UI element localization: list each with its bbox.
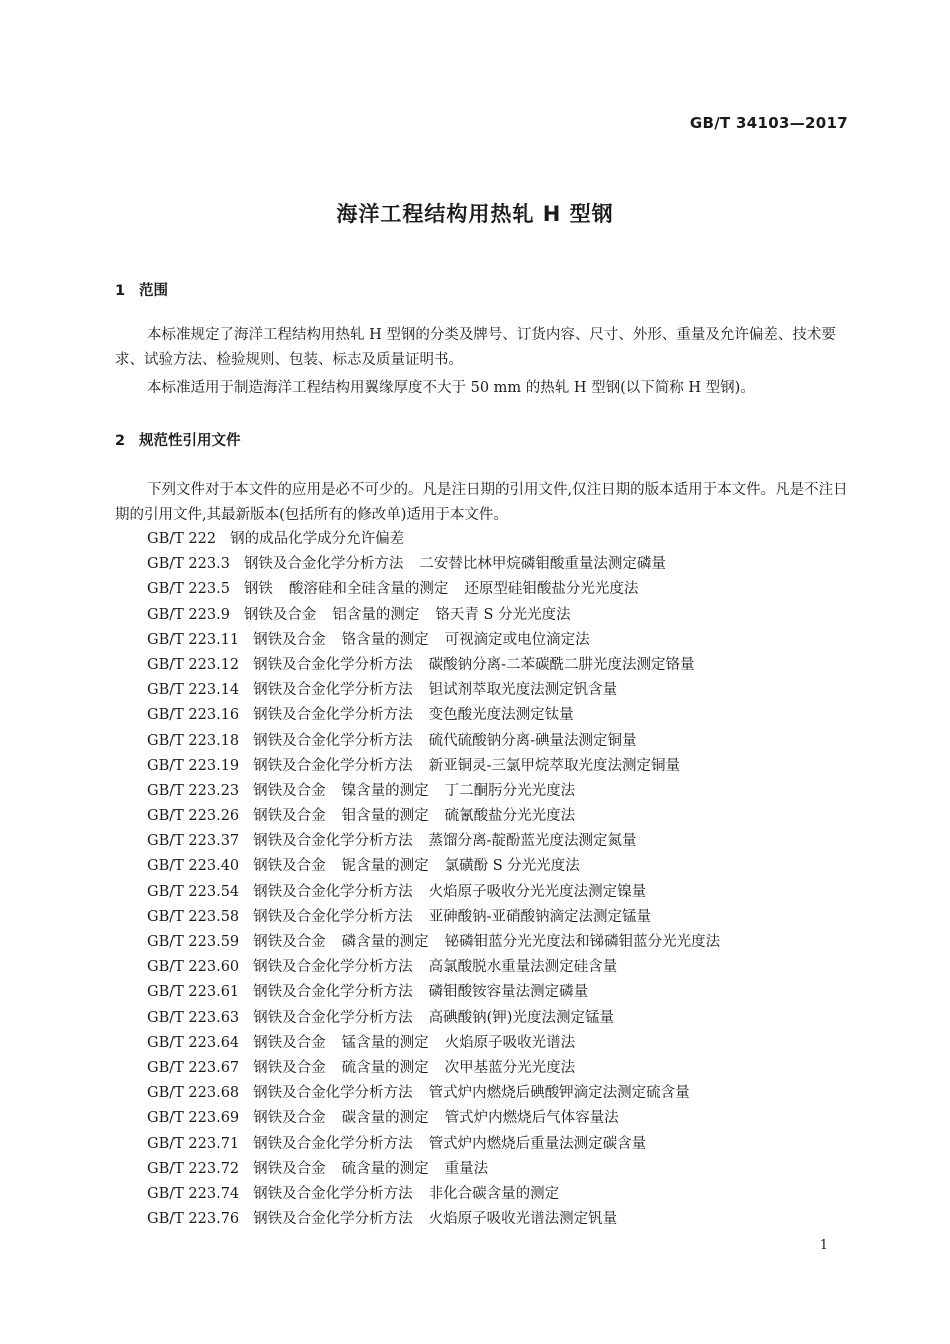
reference-code: GB/T 223.58: [147, 908, 240, 925]
reference-title-part: 火焰原子吸收分光光度法测定镍量: [428, 883, 647, 900]
reference-title-part: 钢的成品化学成分允许偏差: [230, 531, 405, 547]
reference-title-part: 钢铁及合金化学分析方法: [253, 1009, 413, 1026]
reference-item: [147, 779, 720, 804]
reference-title-part: 火焰原子吸收光谱法: [444, 1034, 576, 1051]
reference-item: [147, 729, 720, 754]
reference-title-part: 硫代硫酸钠分离-碘量法测定铜量: [428, 732, 637, 749]
reference-list: [147, 527, 720, 1232]
reference-code: GB/T 223.11: [147, 631, 240, 648]
reference-item: [147, 527, 720, 552]
reference-title-part: 钢铁及合金: [253, 934, 326, 950]
reference-title-part: 硫含量的测定: [341, 1059, 429, 1076]
reference-title-part: 碳含量的测定: [341, 1110, 429, 1127]
reference-code: GB/T 223.64: [147, 1034, 240, 1051]
reference-title-part: 丁二酮肟分光光度法: [444, 782, 576, 799]
reference-title-part: 铋磷钼蓝分光光度法和锑磷钼蓝分光光度法: [444, 934, 721, 950]
reference-title-part: 钢铁及合金化学分析方法: [253, 883, 413, 900]
section-heading-scope: [115, 279, 168, 300]
reference-code: GB/T 223.72: [147, 1160, 240, 1177]
reference-code: GB/T 223.71: [147, 1135, 240, 1152]
reference-code: GB/T 223.76: [147, 1211, 240, 1228]
reference-item: [147, 678, 720, 703]
reference-item: [147, 1056, 720, 1081]
reference-title-part: 钢铁及合金化学分析方法: [253, 732, 413, 749]
reference-title-part: 钢铁及合金化学分析方法: [253, 833, 413, 850]
reference-item: [147, 880, 720, 905]
reference-title-part: 钢铁及合金: [253, 1034, 326, 1051]
reference-item: [147, 930, 720, 955]
reference-title-part: 火焰原子吸收光谱法测定钒量: [428, 1211, 618, 1228]
reference-title-part: 钢铁: [243, 581, 273, 598]
reference-title-part: 钢铁及合金化学分析方法: [253, 707, 413, 724]
reference-code: GB/T 223.63: [147, 1009, 240, 1026]
section-title: 范围: [139, 283, 168, 299]
reference-item: [147, 653, 720, 678]
reference-title-part: 钢铁及合金: [243, 606, 317, 623]
reference-title-part: 酸溶硅和全硅含量的测定: [288, 581, 449, 598]
reference-title-part: 管式炉内燃烧后气体容量法: [444, 1110, 619, 1127]
reference-title-part: 钢铁及合金化学分析方法: [253, 1085, 413, 1102]
reference-title-part: 管式炉内燃烧后重量法测定碳含量: [428, 1135, 647, 1152]
reference-code: GB/T 223.61: [147, 984, 240, 1001]
reference-title-part: 亚砷酸钠-亚硝酸钠滴定法测定锰量: [428, 908, 652, 925]
reference-title-part: 可视滴定或电位滴定法: [444, 631, 590, 648]
reference-title-part: 铝含量的测定: [332, 606, 420, 623]
reference-title-part: 镍含量的测定: [341, 782, 429, 799]
reference-title-part: 钢铁及合金化学分析方法: [253, 1185, 413, 1202]
reference-title-part: 铬天青 S 分光光度法: [435, 606, 571, 623]
reference-item: [147, 703, 720, 728]
reference-title-part: 次甲基蓝分光光度法: [444, 1059, 576, 1076]
reference-title-part: 管式炉内燃烧后碘酸钾滴定法测定硫含量: [428, 1085, 690, 1102]
reference-item: [147, 804, 720, 829]
reference-item: [147, 1106, 720, 1131]
reference-title-part: 新亚铜灵-三氯甲烷萃取光度法测定铜量: [428, 757, 681, 774]
reference-code: GB/T 223.59: [147, 934, 240, 950]
reference-title-part: 钢铁及合金化学分析方法: [253, 1211, 413, 1228]
reference-title-part: 钢铁及合金化学分析方法: [253, 682, 413, 699]
reference-item: [147, 1207, 720, 1232]
reference-code: GB/T 223.37: [147, 833, 240, 850]
reference-item: [147, 829, 720, 854]
reference-code: GB/T 223.67: [147, 1059, 240, 1076]
standard-code: GB/T 34103—2017: [689, 114, 848, 132]
reference-code: GB/T 223.14: [147, 682, 240, 699]
reference-code: GB/T 223.69: [147, 1110, 240, 1127]
reference-title-part: 钢铁及合金化学分析方法: [253, 908, 413, 925]
reference-item: [147, 628, 720, 653]
references-intro-paragraph: 下列文件对于本文件的应用是必不可少的。凡是注日期的引用文件,仅注日期的版本适用于本文件。凡是不注日期的引用文件,其最新版本(包括所有的修改单)适用于本文件。: [115, 482, 848, 523]
reference-title-part: 钢铁及合金化学分析方法: [253, 1135, 413, 1152]
reference-item: [147, 955, 720, 980]
reference-title-part: 氯磺酚 S 分光光度法: [444, 858, 580, 875]
reference-title-part: 铌含量的测定: [341, 858, 429, 875]
reference-title-part: 还原型硅钼酸盐分光光度法: [464, 581, 639, 598]
reference-title-part: 钢铁及合金化学分析方法: [243, 556, 404, 573]
reference-title-part: 重量法: [444, 1160, 489, 1177]
reference-item: [147, 754, 720, 779]
reference-title-part: 铬含量的测定: [341, 631, 429, 648]
document-title: 海洋工程结构用热轧 H 型钢: [336, 202, 614, 226]
scope-paragraph-2: 本标准适用于制造海洋工程结构用翼缘厚度不大于 50 mm 的热轧 H 型钢(以下简称 H 型钢)。: [147, 380, 755, 396]
reference-item: [147, 905, 720, 930]
reference-item: [147, 603, 720, 628]
reference-title-part: 高碘酸钠(钾)光度法测定锰量: [428, 1009, 614, 1026]
reference-item: [147, 1157, 720, 1182]
reference-code: GB/T 223.40: [147, 858, 240, 875]
reference-title-part: 二安替比林甲烷磷钼酸重量法测定磷量: [419, 556, 666, 573]
reference-item: [147, 1006, 720, 1031]
reference-title-part: 硫含量的测定: [341, 1160, 429, 1177]
reference-code: GB/T 223.60: [147, 959, 240, 976]
reference-title-part: 钢铁及合金: [253, 808, 326, 825]
reference-item: [147, 552, 720, 577]
reference-title-part: 钽试剂萃取光度法测定钒含量: [428, 682, 618, 699]
reference-item: [147, 1182, 720, 1207]
reference-title-part: 硫氰酸盐分光光度法: [444, 808, 576, 825]
section-title: 规范性引用文件: [139, 433, 241, 449]
reference-title-part: 钢铁及合金: [253, 1110, 326, 1127]
reference-title-part: 钢铁及合金化学分析方法: [253, 959, 413, 976]
reference-code: GB/T 223.26: [147, 808, 240, 825]
reference-code: GB/T 223.23: [147, 782, 240, 799]
reference-item: [147, 577, 720, 602]
scope-paragraph-1: 本标准规定了海洋工程结构用热轧 H 型钢的分类及牌号、订货内容、尺寸、外形、重量及允许偏差、技术要求、试验方法、检验规则、包装、标志及质量证明书。: [115, 327, 836, 368]
reference-title-part: 钢铁及合金: [253, 858, 326, 875]
reference-code: GB/T 223.12: [147, 656, 240, 673]
reference-item: [147, 980, 720, 1005]
reference-title-part: 变色酸光度法测定钛量: [428, 707, 574, 724]
reference-title-part: 高氯酸脱水重量法测定硅含量: [428, 959, 618, 976]
reference-title-part: 磷钼酸铵容量法测定磷量: [428, 984, 589, 1001]
reference-title-part: 钼含量的测定: [341, 808, 429, 825]
reference-code: GB/T 223.9: [147, 606, 230, 623]
reference-item: [147, 1132, 720, 1157]
reference-code: GB/T 223.74: [147, 1185, 240, 1202]
reference-item: [147, 854, 720, 879]
reference-title-part: 锰含量的测定: [341, 1034, 429, 1051]
reference-item: [147, 1031, 720, 1056]
reference-title-part: 钢铁及合金化学分析方法: [253, 757, 413, 774]
reference-title-part: 钢铁及合金: [253, 1160, 326, 1177]
reference-title-part: 蒸馏分离-靛酚蓝光度法测定氮量: [428, 833, 637, 850]
reference-code: GB/T 223.3: [147, 556, 230, 573]
page-number: 1: [819, 1238, 828, 1253]
reference-title-part: 非化合碳含量的测定: [428, 1185, 560, 1202]
reference-code: GB/T 222: [147, 531, 217, 547]
reference-title-part: 钢铁及合金: [253, 631, 326, 648]
section-number: 2: [115, 433, 126, 449]
reference-code: GB/T 223.16: [147, 707, 240, 724]
reference-title-part: 钢铁及合金: [253, 1059, 326, 1076]
reference-code: GB/T 223.68: [147, 1085, 240, 1102]
reference-code: GB/T 223.54: [147, 883, 240, 900]
reference-title-part: 碳酸钠分离-二苯碳酰二肼光度法测定铬量: [428, 656, 695, 673]
reference-title-part: 钢铁及合金化学分析方法: [253, 656, 413, 673]
reference-code: GB/T 223.18: [147, 732, 240, 749]
reference-item: [147, 1081, 720, 1106]
section-number: 1: [115, 283, 126, 299]
reference-title-part: 磷含量的测定: [341, 934, 429, 950]
reference-title-part: 钢铁及合金化学分析方法: [253, 984, 413, 1001]
section-heading-normative-references: [115, 429, 241, 450]
reference-code: GB/T 223.5: [147, 581, 230, 598]
reference-title-part: 钢铁及合金: [253, 782, 326, 799]
reference-code: GB/T 223.19: [147, 757, 240, 774]
